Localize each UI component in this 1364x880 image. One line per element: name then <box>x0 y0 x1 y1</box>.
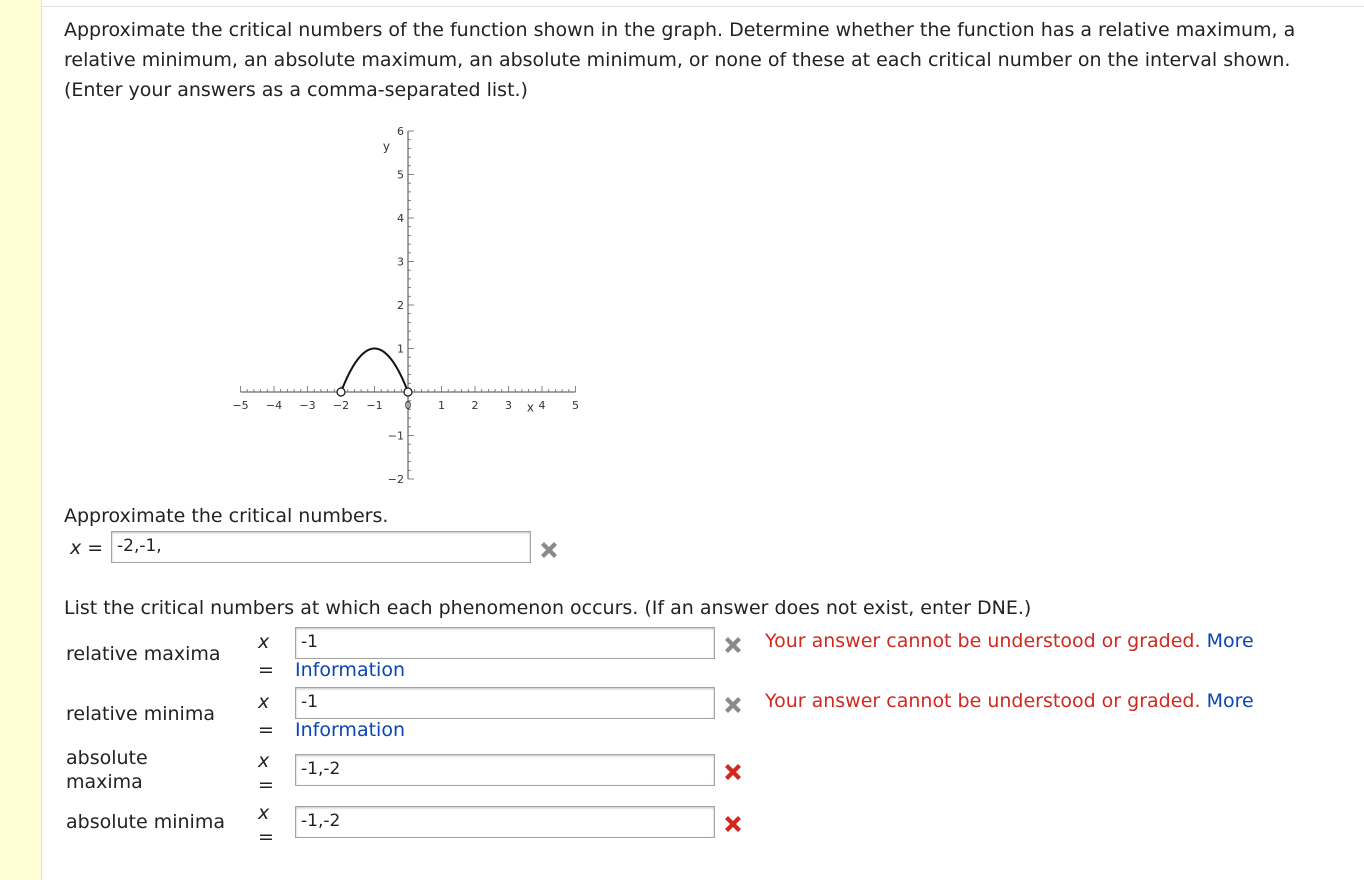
absolute-maxima-input[interactable]: -1,-2 <box>295 754 715 786</box>
top-divider <box>42 6 1364 7</box>
red-x-icon <box>721 812 745 836</box>
x-axis-label: x <box>526 400 535 415</box>
left-margin-strip <box>0 0 42 880</box>
x-tick-label: 3 <box>505 399 512 412</box>
more-link[interactable]: More <box>1206 630 1254 652</box>
phenomenon-prompt: List the critical numbers at which each phenomenon occurs. (If an answer does not exist, enter DNE.) <box>64 597 1032 619</box>
open-endpoint <box>337 388 345 396</box>
x-label: x <box>258 802 270 824</box>
y-tick-label: 5 <box>397 168 404 182</box>
feedback-text: Your answer cannot be understood or graded. <box>765 630 1201 652</box>
gray-x-icon <box>537 538 561 562</box>
open-endpoint <box>404 388 412 396</box>
x-tick-label: 2 <box>471 399 479 412</box>
x-tick-label: 5 <box>572 399 579 412</box>
x-label: x <box>258 691 270 713</box>
x-tick-label: −4 <box>265 399 283 412</box>
critical-numbers-input[interactable]: -2,-1, <box>111 531 531 563</box>
information-link[interactable]: Information <box>295 719 405 741</box>
equals-label: = <box>258 826 274 848</box>
function-graph <box>218 126 608 496</box>
absolute-minima-input[interactable]: -1,-2 <box>295 806 715 838</box>
relative-maxima-input[interactable]: -1 <box>295 627 715 659</box>
information-link[interactable]: Information <box>295 659 405 681</box>
absolute-maxima-label-line1: absolute <box>66 747 148 769</box>
x-tick-label: −1 <box>366 399 383 412</box>
x-tick-label: −5 <box>232 399 249 412</box>
red-x-icon <box>721 760 745 784</box>
gray-x-icon <box>721 633 745 657</box>
x-tick-label: −2 <box>332 399 350 412</box>
relative-minima-label: relative minima <box>66 703 215 725</box>
relative-maxima-label: relative maxima <box>66 643 221 665</box>
y-tick-label: −1 <box>387 429 404 443</box>
x-label: x <box>258 631 270 653</box>
feedback-text: Your answer cannot be understood or graded. <box>765 690 1201 712</box>
equals-label: = <box>258 659 274 681</box>
x-tick-label: 0 <box>404 399 412 412</box>
critical-numbers-prompt: Approximate the critical numbers. <box>64 505 389 527</box>
absolute-maxima-label-line2: maxima <box>66 771 143 793</box>
y-tick-label: 2 <box>397 299 404 312</box>
y-tick-label: 1 <box>397 342 404 356</box>
gray-x-icon <box>721 693 745 717</box>
y-tick-label: −2 <box>387 473 404 486</box>
question-text: Approximate the critical numbers of the function shown in the graph. Determine whether the function has a relative maximum, a relative minimum, an absolute maximum, an absolute minimum, or none of these at each critical number on the interval shown. (Enter your answers as a comma-separated list.) <box>64 19 1296 101</box>
equals-label: = <box>258 774 274 796</box>
absolute-minima-label: absolute minima <box>66 811 225 833</box>
x-label: x <box>258 750 270 772</box>
y-tick-label: 3 <box>397 255 404 269</box>
x-tick-label: 4 <box>538 399 546 412</box>
y-axis-label: y <box>382 139 390 154</box>
feedback-message <box>765 690 1254 712</box>
x-tick-label: −3 <box>299 399 316 412</box>
equals-label: = <box>258 719 274 741</box>
y-tick-label: 6 <box>397 126 404 138</box>
relative-minima-input[interactable]: -1 <box>295 687 715 719</box>
y-tick-label: 4 <box>397 212 404 225</box>
more-link[interactable]: More <box>1206 690 1254 712</box>
feedback-message <box>765 630 1254 652</box>
x-tick-label: 1 <box>438 399 445 412</box>
x-equals-label: x = <box>70 537 104 559</box>
